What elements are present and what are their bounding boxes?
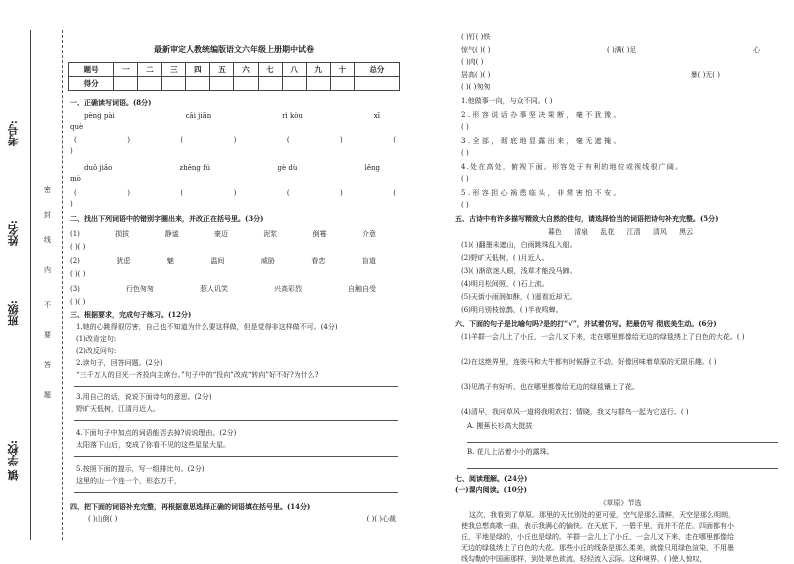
right-column [455, 0, 780, 562]
table-cell: 五 [210, 63, 234, 77]
answer-bracket[interactable]: ( ) [461, 175, 469, 183]
pinyin: rì kòu [282, 112, 303, 120]
question-text[interactable]: (1)羊群一会儿上了小丘，一会儿又下来，走在哪里都像给无边的绿毯绣上了白色的大花。( ) [461, 333, 745, 341]
word: 兴高彩烈 [273, 285, 302, 293]
passage-line: 丘，平地是绿的，小丘也是绿的。羊群一会儿上了小丘，一会儿又下来，走在哪里都像给 [461, 533, 734, 541]
word: 介意 [361, 230, 376, 238]
idiom-blank[interactable]: ( )山倒( ) [88, 515, 118, 523]
poem-line[interactable]: (4)明月松间照，( )石上流。 [461, 280, 549, 288]
passage-line: 线勾勒的中国画那样，到处翠色欲流，轻轻流入云际。这种境界，( )使人惊叹， [461, 555, 707, 563]
pinyin: duǒ jiǎo [84, 164, 113, 172]
pinyin-wrap: què [70, 123, 84, 131]
bracket: ) [127, 136, 130, 144]
class-label: 班级: [7, 300, 20, 327]
passage-title: 《草原》节选 [599, 499, 642, 507]
pinyin: cāi jiān [185, 112, 212, 120]
word: 豪迈 [213, 230, 228, 238]
binding-line [30, 30, 31, 540]
section-4-title: 四、把下面的词语补充完整，再根据意思选择正确的词语填在括号里。(14分) [70, 502, 311, 511]
idiom-char: 心 [753, 46, 760, 54]
question-text: 1.他做事一向，与众不同。( ) [461, 97, 553, 105]
question-text: 5.形容担心祸患临头，非常害怕不安。 [461, 189, 623, 197]
word: 自触自受 [347, 285, 376, 293]
option-a: A. 搬蕉长衫高大挺拔 [467, 422, 533, 430]
idiom-row[interactable] [70, 514, 400, 524]
word: 犹虑 [116, 257, 131, 265]
question-text: 4.下面句子中加点的词语能否去掉?说说理由。(2分) [76, 429, 237, 437]
bracket: ) [233, 189, 237, 197]
seal-char: 题 [44, 391, 51, 399]
binding-margin [0, 0, 68, 562]
word: 眷恋 [311, 257, 326, 265]
section-5-title: 五、古诗中有许多描写精致大自然的佳句，请选择恰当的词语把诗句补充完整。(5分) [455, 214, 719, 223]
answer-line[interactable] [74, 456, 398, 457]
bracket: ( [393, 136, 396, 144]
section-1-title: 一、正确读写词语。(8分) [70, 98, 152, 107]
subsection-title: (一)课内阅读。(10分) [455, 485, 527, 494]
typo-answer-1[interactable]: ( )( ) [70, 243, 86, 251]
answer-row-1[interactable] [70, 135, 400, 145]
seal-char: 封 [44, 211, 51, 219]
section-7-title: 七、阅读理解。(24分) [455, 474, 528, 483]
table-cell: 八 [282, 63, 306, 77]
poem-line[interactable]: (2)野旷天低树，( )月近人。 [461, 254, 549, 262]
answer-line[interactable] [74, 492, 398, 493]
table-cell: 十 [330, 63, 354, 77]
question-text: “三千万人的目光一齐投向主席台。”句子中的“投向”改成“转向”好不好?为什么? [76, 371, 319, 379]
answer-row-2[interactable] [70, 188, 400, 198]
word: 倒霉 [312, 230, 327, 238]
poem-line[interactable]: (3)( )渐欲迷人眼，浅草才能没马蹄。 [461, 267, 577, 275]
table-row [69, 77, 400, 91]
school-label: 镇 学校: [7, 440, 20, 481]
bracket: ( [393, 189, 396, 197]
question-text: 这里的山一个连一个，形态万千， [76, 477, 181, 485]
question-text: 4.处在高处，俯视下面。形容处于有利的地位或视线很广阔。 [461, 163, 684, 171]
idiom-blank[interactable]: ( )满( )足 [607, 46, 637, 54]
word: 魅 [166, 257, 174, 265]
question-text: 1.她的心跳得很厉害，自己也不知道为什么要这样做，但是觉得非这样做不可。(4分) [76, 323, 338, 331]
table-cell: 总分 [354, 63, 399, 77]
idiom-blank[interactable]: ( )( )心裁 [366, 515, 396, 523]
answer-bracket[interactable]: ( ) [461, 149, 469, 157]
section-2-title: 二、找出下列词语中的错别字圈出来，并改正在括号里。(3分) [70, 214, 264, 223]
bracket: ( [74, 136, 77, 144]
score-cell[interactable] [258, 77, 282, 91]
idiom-blank[interactable]: 居高( )( ) [461, 71, 491, 79]
table-cell: 题号 [69, 63, 114, 77]
bracket-wrap: ) [70, 147, 73, 155]
score-cell[interactable] [138, 77, 162, 91]
seal-char: 不 [44, 301, 51, 309]
score-cell[interactable] [330, 77, 354, 91]
table-cell: 二 [138, 63, 162, 77]
pinyin-wrap: mò [70, 175, 81, 183]
question-text: 野旷天低树，江清月近人。 [76, 405, 160, 413]
bracket: ( [286, 189, 290, 197]
idiom-row[interactable] [461, 45, 780, 55]
idiom-blank[interactable]: ( )钉( )铁 [461, 33, 491, 41]
pinyin: zhēng fú [179, 164, 211, 172]
poem-line[interactable]: (6)明月别枝惊鹊，( )半夜鸣蝉。 [461, 306, 563, 314]
seal-line [62, 30, 63, 540]
pinyin: lěng [364, 164, 380, 172]
score-cell[interactable] [162, 77, 186, 91]
item-number: (1) [70, 230, 80, 238]
score-cell[interactable] [306, 77, 330, 91]
idiom-row[interactable] [461, 70, 780, 80]
pinyin: xī [373, 112, 380, 120]
table-cell: 六 [234, 63, 258, 77]
question-text: 5.按照下面的提示，写一组排比句。(2分) [76, 465, 205, 473]
bracket-wrap: ) [70, 200, 73, 208]
answer-bracket[interactable]: ( ) [461, 123, 469, 131]
seal-char: 密 [44, 186, 51, 194]
word: 损拔 [115, 230, 130, 238]
passage-line: 无边的绿毯绣上了白色的大花。那些小丘的线条是那么柔美，就像只用绿色渲染，不用墨 [461, 544, 734, 552]
word: 黑云 [679, 228, 694, 236]
pinyin-row-2 [70, 163, 400, 173]
question-text: 2.形容说话办事坚决果断，毫不犹豫。 [461, 111, 623, 119]
poem-line[interactable]: (1)( )翻墨未遮山，白雨跳珠乱入船。 [461, 241, 577, 249]
typo-row-2 [70, 256, 400, 266]
table-row [69, 63, 400, 77]
word: 乱花 [600, 228, 615, 236]
question-text[interactable]: (2)在这绝界里，连骏马和大牛都有时候静立不动，好像回味着草原的无限乐趣。( ) [461, 358, 717, 366]
word: 威胁 [260, 257, 275, 265]
name-label: 姓名: [7, 220, 20, 247]
word: 暮色 [547, 228, 562, 236]
score-cell[interactable] [114, 77, 138, 91]
bracket: ( [180, 136, 184, 144]
table-cell: 三 [162, 63, 186, 77]
word: 泥浆 [263, 230, 278, 238]
item-number: (3) [70, 285, 80, 293]
word-bank [461, 227, 780, 237]
score-cell[interactable] [186, 77, 210, 91]
seal-char: 内 [44, 266, 51, 274]
typo-answer-3[interactable]: ( )( ) [70, 298, 86, 306]
pinyin-row-1 [70, 111, 400, 121]
exam-title: 最新审定人教统编版语文六年级上册期中试卷 [154, 44, 314, 54]
table-cell: 七 [258, 63, 282, 77]
idiom-blank[interactable]: ( )肉( ) [461, 58, 484, 66]
word: 江清 [626, 228, 641, 236]
question-text: (3)见鸽子有好听、也在哪里都像给无边的绿毯镶上了花。 [461, 383, 639, 391]
answer-line[interactable] [74, 386, 398, 387]
score-table [68, 62, 400, 91]
word: 温间 [210, 257, 225, 265]
question-text: 3.全部，彻底地显露出来，毫无遮掩。 [461, 137, 623, 145]
table-cell: 得分 [69, 77, 114, 91]
bracket: ) [233, 136, 237, 144]
word: 清风 [652, 228, 667, 236]
passage-line: 这次，我看到了草原。那里的天比别处的更可爱，空气是那么清鲜，天空是那么明朗， [469, 511, 735, 519]
section-3-title: 三、根据要求，完成句子练习。(12分) [70, 310, 192, 319]
word: 惹人讥笑 [199, 285, 228, 293]
question-text[interactable]: (2)改反问句: [76, 347, 117, 355]
table-cell: 九 [306, 63, 330, 77]
score-cell[interactable] [234, 77, 258, 91]
left-column [68, 0, 400, 562]
seal-char: 要 [44, 331, 51, 339]
bracket: ( [74, 189, 77, 197]
answer-bracket[interactable]: ( ) [461, 201, 469, 209]
idiom-blank[interactable]: 暴( )无( ) [690, 71, 720, 79]
bracket: ) [127, 189, 130, 197]
pinyin: gè dù [277, 164, 298, 172]
score-cell[interactable] [282, 77, 306, 91]
bracket: ) [340, 136, 343, 144]
score-cell[interactable] [354, 77, 399, 91]
bracket: ( [180, 189, 184, 197]
bracket: ) [340, 189, 343, 197]
pinyin: pèng pài [84, 112, 115, 120]
bracket: ( [286, 136, 290, 144]
word: 盲道 [361, 257, 376, 265]
item-number: (2) [70, 257, 80, 265]
question-text[interactable]: (4)清早，我问草风一道将我明欢打；情晓，我又与群鸟一起为它送行。( ) [461, 408, 689, 416]
score-cell[interactable] [210, 77, 234, 91]
typo-row-3 [70, 284, 400, 294]
table-cell: 一 [114, 63, 138, 77]
question-text: 3.用自己的话，说说下面诗句的意思。(2分) [76, 393, 212, 401]
seal-char: 线 [44, 236, 51, 244]
idiom-blank[interactable]: ( )( )匆匆 [461, 83, 491, 91]
answer-line[interactable] [74, 420, 398, 421]
question-text: 2.读句子，回答问题。(2分) [76, 359, 163, 367]
word: 清泉 [574, 228, 589, 236]
typo-row-1 [70, 229, 400, 239]
section-6-title: 六、下面的句子是比喻句吗?是的打“√”，并试着仿写。把最仿写 彻底美生动。(6分) [455, 319, 717, 328]
question-text: 太阳落下山后，变成了你看不见的这些星星大星。 [76, 441, 230, 449]
seal-char: 答 [44, 361, 51, 369]
word: 行色匆匆 [125, 285, 154, 293]
typo-answer-2[interactable]: ( )( ) [70, 270, 86, 278]
word: 静谧 [164, 230, 179, 238]
answer-line[interactable] [467, 442, 778, 443]
table-cell: 四 [186, 63, 210, 77]
answer-line[interactable] [467, 468, 778, 469]
passage-line: 使我总想高歌一曲，表示我满心的愉快。在天底下，一碧千里，而并不茫茫。四面都有小 [461, 522, 734, 530]
poem-line[interactable]: (5)天街小雨润如酥，( )遥看近却无。 [461, 293, 577, 301]
idiom-blank[interactable]: 惊气( )( ) [461, 46, 491, 54]
question-text[interactable]: (1)改肯定句: [76, 335, 117, 343]
option-b: B. 花儿上沾着小小的露珠。 [467, 448, 554, 456]
number-label: 考号: [7, 120, 20, 147]
